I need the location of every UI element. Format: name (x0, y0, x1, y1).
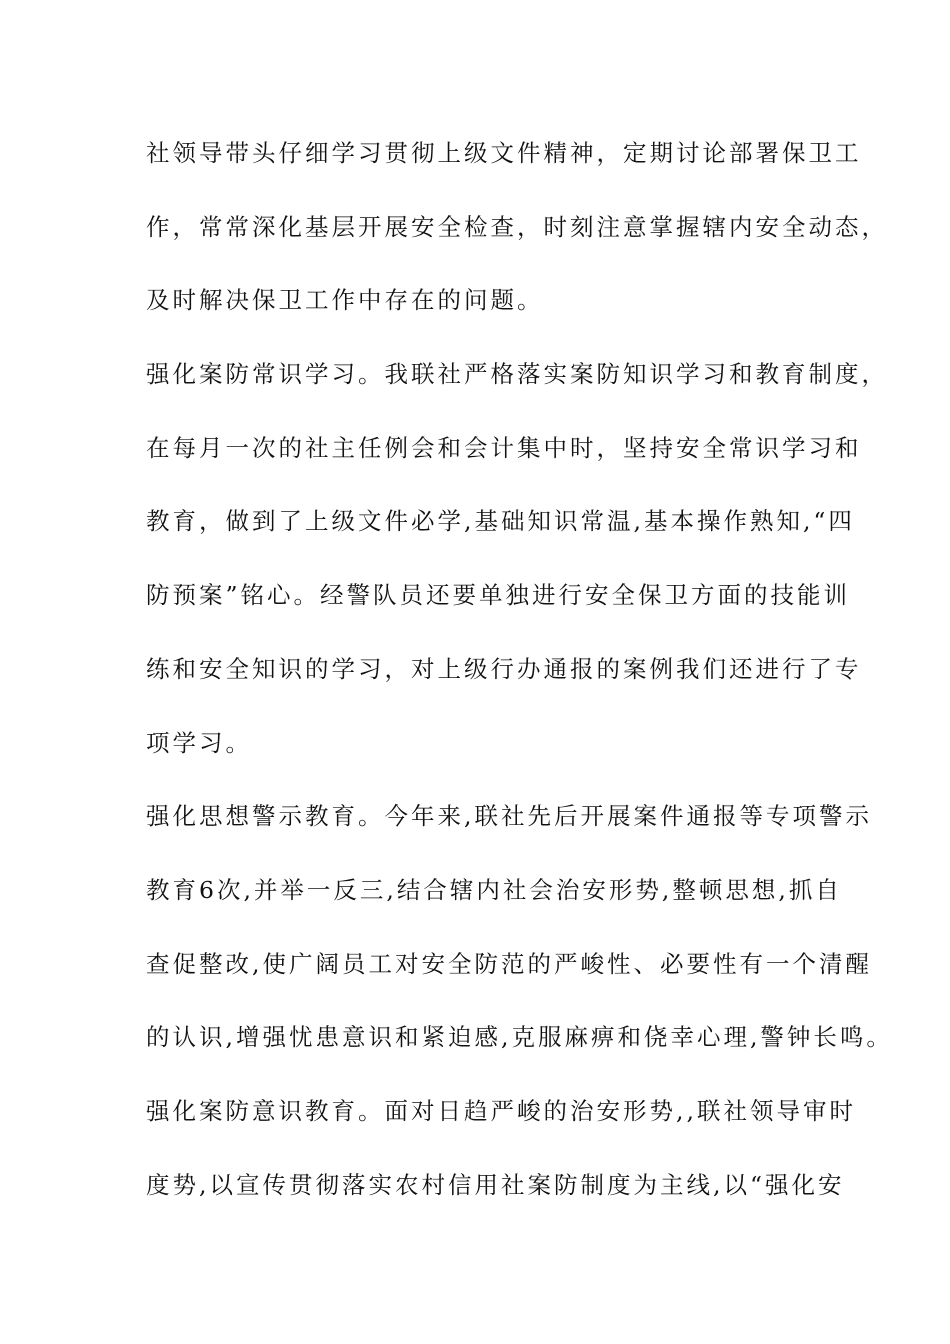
text-line: 社领导带头仔细学习贯彻上级文件精神，定期讨论部署保卫工 (146, 139, 862, 167)
text-line: 及时解决保卫工作中存在的问题。 (146, 286, 544, 315)
text-line: 强化案防意识教育。面对日趋严峻的治安形势,,联社领导审时 (146, 1096, 856, 1125)
body-text (146, 127, 893, 1232)
text-line: 练和安全知识的学习，对上级行办通报的案例我们还进行了专 (146, 654, 862, 683)
text-line: 项学习。 (146, 728, 252, 757)
text-line: 的认识,增强忧患意识和紧迫感,克服麻痹和侥幸心理,警钟长鸣。 (146, 1023, 893, 1052)
text-line: 强化思想警示教育。今年来,联社先后开展案件通报等专项警示 (146, 802, 872, 831)
text-line: 作，常常深化基层开展安全检查，时刻注意掌握辖内安全动态， (146, 212, 888, 241)
text-line: 在每月一次的社主任例会和会计集中时，坚持安全常识学习和 (146, 433, 862, 462)
text-line: 教育，做到了上级文件必学,基础知识常温,基本操作熟知,“四 (146, 507, 855, 536)
text-line: 查促整改,使广阔员工对安全防范的严峻性、必要性有一个清醒 (146, 949, 872, 978)
text-line: 教育6次,并举一反三,结合辖内社会治安形势,整顿思想,抓自 (146, 875, 842, 904)
text-line: 防预案”铭心。经警队员还要单独进行安全保卫方面的技能训 (146, 581, 851, 610)
text-line: 强化案防常识学习。我联社严格落实案防知识学习和教育制度， (146, 360, 888, 389)
text-line: 度势,以宣传贯彻落实农村信用社案防制度为主线,以“强化安 (146, 1170, 845, 1199)
